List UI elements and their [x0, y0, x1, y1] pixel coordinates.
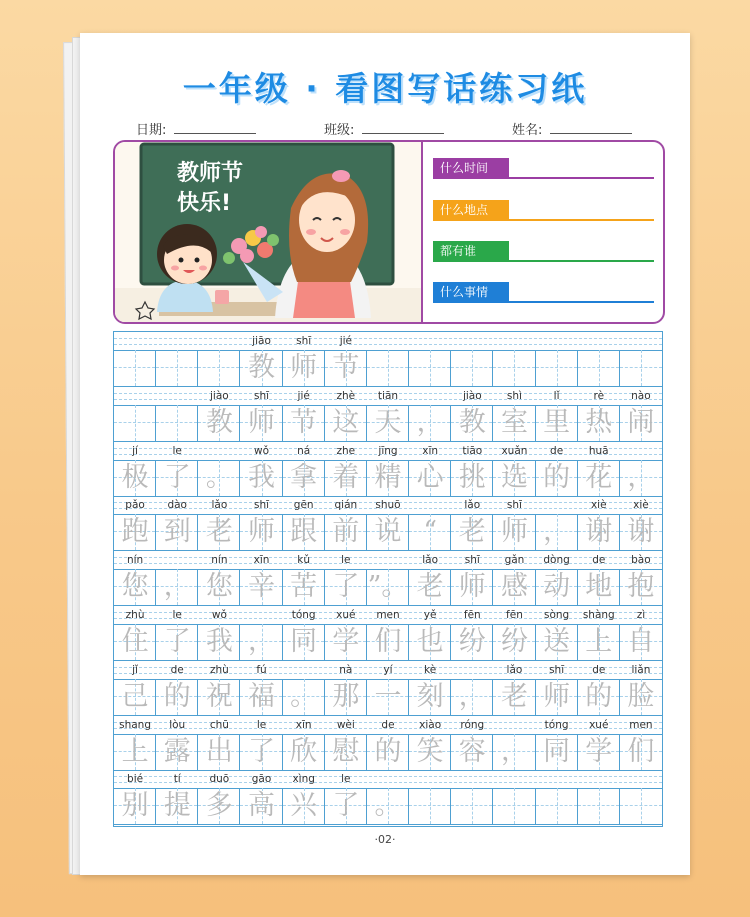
- trace-character: 教: [205, 406, 233, 438]
- grid-cell[interactable]: [536, 788, 578, 824]
- pinyin-label: xīn: [295, 718, 312, 731]
- trace-character: 精: [374, 461, 402, 493]
- trace-character: ，: [543, 516, 571, 548]
- pinyin-label: kè: [424, 663, 437, 676]
- pinyin-label: lòu: [169, 718, 186, 731]
- pinyin-label: jǐ: [132, 663, 138, 676]
- pinyin-label: jiāo: [252, 335, 271, 347]
- pinyin-label: xuǎn: [501, 444, 528, 457]
- pinyin-label: le: [172, 444, 182, 457]
- pinyin-label: jiào: [210, 389, 229, 402]
- trace-character: 同: [290, 626, 318, 657]
- pinyin-label: wèi: [336, 718, 355, 731]
- trace-character: 提: [163, 790, 191, 822]
- grid-cell[interactable]: [409, 788, 451, 824]
- pinyin-label: pǎo: [125, 499, 145, 512]
- trace-character: 自: [627, 626, 655, 657]
- pinyin-label: sòng: [543, 609, 570, 621]
- trace-character: 祝: [205, 680, 233, 712]
- pinyin-label: men: [629, 718, 653, 731]
- trace-character: 师: [500, 516, 528, 548]
- pinyin-label: wǒ: [254, 444, 270, 457]
- trace-character: 这: [332, 406, 360, 438]
- trace-character: 师: [248, 516, 276, 548]
- grid-cell[interactable]: [620, 788, 662, 824]
- grid-cell[interactable]: [493, 788, 535, 824]
- pinyin-label: fú: [256, 663, 267, 676]
- trace-character: 学: [332, 626, 360, 657]
- pinyin-label: tí: [173, 773, 181, 786]
- trace-character: ，: [627, 461, 655, 493]
- trace-character: 到: [163, 516, 191, 548]
- grid-cell[interactable]: [367, 350, 409, 386]
- trace-character: 的: [585, 680, 613, 712]
- pinyin-label: xiè: [590, 499, 607, 512]
- trace-character: 选: [500, 461, 528, 493]
- pinyin-label: xué: [336, 609, 356, 621]
- trace-character: 纷: [500, 626, 528, 657]
- pinyin-label: lǎo: [211, 499, 228, 512]
- pinyin-label: wǒ: [211, 609, 227, 621]
- name-field[interactable]: [512, 119, 632, 138]
- prompt-what-line[interactable]: [433, 301, 654, 303]
- pinyin-label: lǎo: [506, 663, 523, 676]
- pinyin-label: tóng: [544, 718, 569, 731]
- grid-cell[interactable]: [156, 350, 198, 386]
- trace-character: 您: [205, 571, 233, 603]
- pinyin-label: jié: [297, 389, 310, 402]
- pinyin-label: shàng: [582, 609, 615, 621]
- pinyin-label: shī: [549, 663, 565, 676]
- pinyin-label: tóng: [291, 609, 316, 621]
- pinyin-label: nín: [211, 554, 228, 567]
- pinyin-label: chū: [209, 718, 229, 731]
- pinyin-label: jí: [132, 444, 138, 457]
- trace-character: 脸: [627, 680, 655, 712]
- date-field[interactable]: [136, 119, 256, 138]
- pinyin-label: shì: [506, 389, 522, 402]
- pinyin-label: lǎo: [422, 554, 439, 567]
- prompt-when-line[interactable]: [433, 177, 654, 179]
- name-blank[interactable]: [550, 121, 632, 134]
- trace-character: 容: [458, 735, 486, 767]
- trace-character: 老: [416, 571, 444, 603]
- trace-character: 慰: [332, 735, 360, 767]
- trace-character: ，: [500, 735, 528, 767]
- trace-character: 兴: [290, 790, 318, 822]
- pinyin-label: jiào: [462, 389, 482, 402]
- trace-character: ，: [458, 680, 486, 712]
- trace-character: 辛: [248, 571, 276, 603]
- box-divider: [421, 142, 423, 322]
- trace-character: 师: [248, 406, 276, 438]
- trace-character: 跑: [121, 516, 149, 548]
- pinyin-label: shī: [254, 499, 270, 512]
- pinyin-label: xué: [589, 718, 609, 731]
- pinyin-label: bào: [631, 554, 651, 567]
- pinyin-label: qián: [334, 499, 358, 512]
- trace-character: 里: [543, 406, 571, 438]
- pinyin-label: nào: [631, 389, 651, 402]
- pinyin-label: shang: [119, 718, 152, 731]
- trace-character: 学: [585, 735, 613, 767]
- pinyin-label: zhe: [336, 444, 356, 457]
- practice-row: [114, 661, 662, 715]
- trace-character: 纷: [458, 626, 486, 657]
- pinyin-label: zhù: [209, 663, 229, 676]
- pinyin-label: tiān: [377, 389, 399, 402]
- pinyin-label: xīn: [253, 554, 270, 567]
- trace-character: 极: [121, 461, 149, 493]
- trace-character: 我: [248, 461, 276, 493]
- trace-character: 挑: [458, 461, 486, 493]
- class-label: 班级:: [324, 123, 355, 138]
- worksheet-page: [80, 33, 690, 875]
- pinyin-label: shuō: [375, 499, 401, 512]
- trace-character: 师: [290, 352, 318, 383]
- pinyin-label: tiāo: [462, 444, 483, 457]
- class-field[interactable]: [324, 119, 444, 138]
- pinyin-label: yě: [423, 609, 437, 621]
- pinyin-label: nín: [126, 554, 144, 567]
- prompt-what-tag: 什么事情: [433, 282, 509, 302]
- trace-character: 师: [458, 571, 486, 603]
- trace-character: 同: [543, 735, 571, 767]
- trace-character: 多: [205, 790, 233, 822]
- trace-character: 感: [500, 571, 528, 603]
- grid-cell[interactable]: [620, 350, 662, 386]
- pinyin-label: jié: [339, 335, 352, 347]
- pinyin-label: gēn: [293, 499, 314, 512]
- pinyin-label: huā: [588, 444, 609, 457]
- grid-cell[interactable]: [451, 788, 493, 824]
- pinyin-label: nà: [339, 663, 353, 676]
- board-text-line1: 教师节: [177, 161, 244, 186]
- trace-character: 闹: [627, 406, 655, 438]
- trace-character: 了: [163, 461, 191, 493]
- pinyin-band: [114, 332, 662, 351]
- page-number: ·02·: [374, 833, 396, 846]
- trace-character: 节: [332, 352, 360, 383]
- trace-character: 那: [332, 680, 360, 712]
- pinyin-label: zì: [636, 609, 646, 621]
- trace-character: 别: [121, 790, 149, 822]
- trace-character: 们: [374, 626, 402, 657]
- trace-character: ，: [248, 626, 276, 657]
- trace-character: 心: [416, 461, 444, 493]
- trace-character: 笑: [416, 735, 444, 767]
- trace-character: 了: [332, 571, 360, 603]
- grid-cell[interactable]: [493, 350, 535, 386]
- grid-cell[interactable]: [409, 350, 451, 386]
- trace-character: 己: [121, 680, 149, 712]
- trace-character: 。: [290, 680, 318, 712]
- trace-character: 苦: [290, 571, 318, 603]
- pinyin-label: shī: [254, 389, 270, 402]
- trace-character: 刻: [416, 680, 444, 712]
- trace-character: 老: [458, 516, 486, 548]
- pinyin-label: shī: [506, 499, 522, 512]
- trace-character: 的: [374, 735, 402, 767]
- trace-character: 出: [205, 735, 233, 767]
- name-label: 姓名:: [512, 123, 543, 138]
- pinyin-label: róng: [460, 718, 485, 731]
- grid-cell[interactable]: [114, 405, 156, 441]
- character-row: [114, 350, 662, 387]
- prompt-when-tag: 什么时间: [433, 158, 509, 178]
- trace-character: 着: [332, 461, 360, 493]
- grid-cell[interactable]: [451, 350, 493, 386]
- prompt-where-line[interactable]: [433, 219, 654, 221]
- trace-character: 天: [374, 406, 402, 438]
- grid-cell[interactable]: [114, 350, 156, 386]
- trace-character: ，: [416, 406, 444, 438]
- trace-character: 地: [585, 571, 613, 603]
- trace-character: 欣: [290, 735, 318, 767]
- pinyin-label: dòng: [543, 554, 570, 567]
- practice-row: [114, 332, 662, 386]
- class-blank[interactable]: [362, 121, 444, 134]
- practice-row: [114, 606, 662, 660]
- pinyin-label: gāo: [251, 773, 272, 786]
- trace-character: 。: [205, 461, 233, 493]
- trace-character: 的: [163, 680, 191, 712]
- grid-cell[interactable]: [578, 350, 620, 386]
- pinyin-label: lǐ: [553, 389, 560, 402]
- trace-character: “: [423, 516, 438, 548]
- trace-character: 节: [290, 406, 318, 438]
- trace-character: 高: [248, 790, 276, 822]
- trace-character: 抱: [627, 571, 655, 603]
- trace-character: 我: [205, 626, 233, 657]
- trace-character: 福: [248, 680, 276, 712]
- trace-character: 热: [585, 406, 613, 438]
- pinyin-label: xiào: [419, 718, 442, 731]
- date-label: 日期:: [136, 123, 167, 138]
- pinyin-label: shī: [296, 335, 312, 347]
- pinyin-label: gǎn: [504, 554, 525, 567]
- grid-cell[interactable]: [156, 405, 198, 441]
- page-title: 一年级 · 看图写话练习纸: [182, 69, 588, 108]
- trace-character: 教: [248, 352, 276, 383]
- date-blank[interactable]: [174, 121, 256, 134]
- pinyin-label: de: [381, 718, 395, 731]
- pinyin-label: fēn: [463, 609, 481, 621]
- pinyin-label: bié: [127, 773, 144, 786]
- prompt-where-tag: 什么地点: [433, 200, 509, 220]
- grid-cell[interactable]: [198, 350, 240, 386]
- pinyin-label: le: [341, 773, 351, 786]
- pinyin-label: le: [341, 554, 351, 567]
- trace-character: 送: [543, 626, 571, 657]
- trace-character: 的: [543, 461, 571, 493]
- pinyin-label: jīng: [378, 444, 398, 457]
- trace-character: 了: [163, 626, 191, 657]
- trace-character: 拿: [290, 461, 318, 493]
- pinyin-label: ná: [297, 444, 311, 457]
- trace-character: 您: [121, 571, 149, 603]
- prompt-who-tag: 都有谁: [433, 241, 509, 261]
- trace-character: 动: [543, 571, 571, 603]
- pinyin-label: liǎn: [631, 663, 651, 676]
- trace-character: 室: [500, 406, 528, 438]
- pinyin-label: zhè: [336, 389, 356, 402]
- trace-character: 一: [374, 680, 402, 712]
- pinyin-label: xīn: [422, 444, 439, 457]
- pinyin-label: le: [172, 609, 182, 621]
- pinyin-label: de: [170, 663, 184, 676]
- pinyin-label: xìng: [292, 773, 315, 786]
- trace-character: ”。: [367, 571, 409, 603]
- trace-character: ，: [163, 571, 191, 603]
- student-figure: [157, 224, 217, 312]
- pinyin-label: de: [592, 554, 606, 567]
- pinyin-label: kǔ: [297, 554, 311, 567]
- practice-row: [114, 387, 662, 441]
- practice-row: [114, 442, 662, 496]
- practice-row: [114, 496, 662, 550]
- pinyin-label: lǎo: [464, 499, 481, 512]
- pinyin-label: rè: [593, 389, 605, 402]
- grid-cell[interactable]: [578, 788, 620, 824]
- pinyin-label: xiè: [633, 499, 649, 512]
- prompt-who-line[interactable]: [433, 260, 654, 262]
- trace-character: 了: [248, 735, 276, 767]
- pinyin-label: de: [550, 444, 564, 457]
- trace-character: 教: [458, 406, 486, 438]
- trace-character: 了: [332, 790, 360, 822]
- trace-character: 前: [332, 516, 360, 548]
- pinyin-label: duō: [209, 773, 230, 786]
- pinyin-label: dào: [167, 499, 187, 512]
- picture-prompt-box: [113, 140, 665, 324]
- pinyin-label: fēn: [506, 609, 523, 621]
- practice-row: [114, 716, 662, 770]
- pinyin-label: de: [592, 663, 606, 676]
- trace-character: 老: [205, 516, 233, 548]
- trace-character: 谢: [585, 516, 613, 548]
- pinyin-label: zhù: [125, 609, 145, 621]
- pinyin-label: yí: [383, 663, 393, 676]
- grid-cell[interactable]: [536, 350, 578, 386]
- board-text-line2: 快乐!: [177, 191, 232, 216]
- pinyin-label: shī: [464, 554, 480, 567]
- trace-character: 上: [121, 735, 149, 767]
- trace-character: 们: [627, 735, 655, 767]
- trace-character: 说: [374, 516, 402, 548]
- teachers-day-illustration: [115, 142, 421, 322]
- trace-character: 师: [543, 680, 571, 712]
- trace-character: 老: [500, 680, 528, 712]
- pinyin-label: le: [256, 718, 267, 731]
- practice-row: [114, 770, 662, 824]
- trace-character: 上: [585, 626, 613, 657]
- trace-character: 花: [585, 461, 613, 493]
- trace-character: 谢: [627, 516, 655, 548]
- trace-character: 也: [416, 626, 444, 657]
- pinyin-label: men: [376, 609, 400, 621]
- practice-row: [114, 551, 662, 605]
- trace-character: 。: [374, 790, 402, 822]
- trace-character: 住: [121, 626, 149, 657]
- trace-character: 跟: [290, 516, 318, 548]
- trace-character: 露: [163, 735, 191, 767]
- writing-grid[interactable]: [113, 331, 663, 827]
- illustration-svg: [115, 142, 421, 322]
